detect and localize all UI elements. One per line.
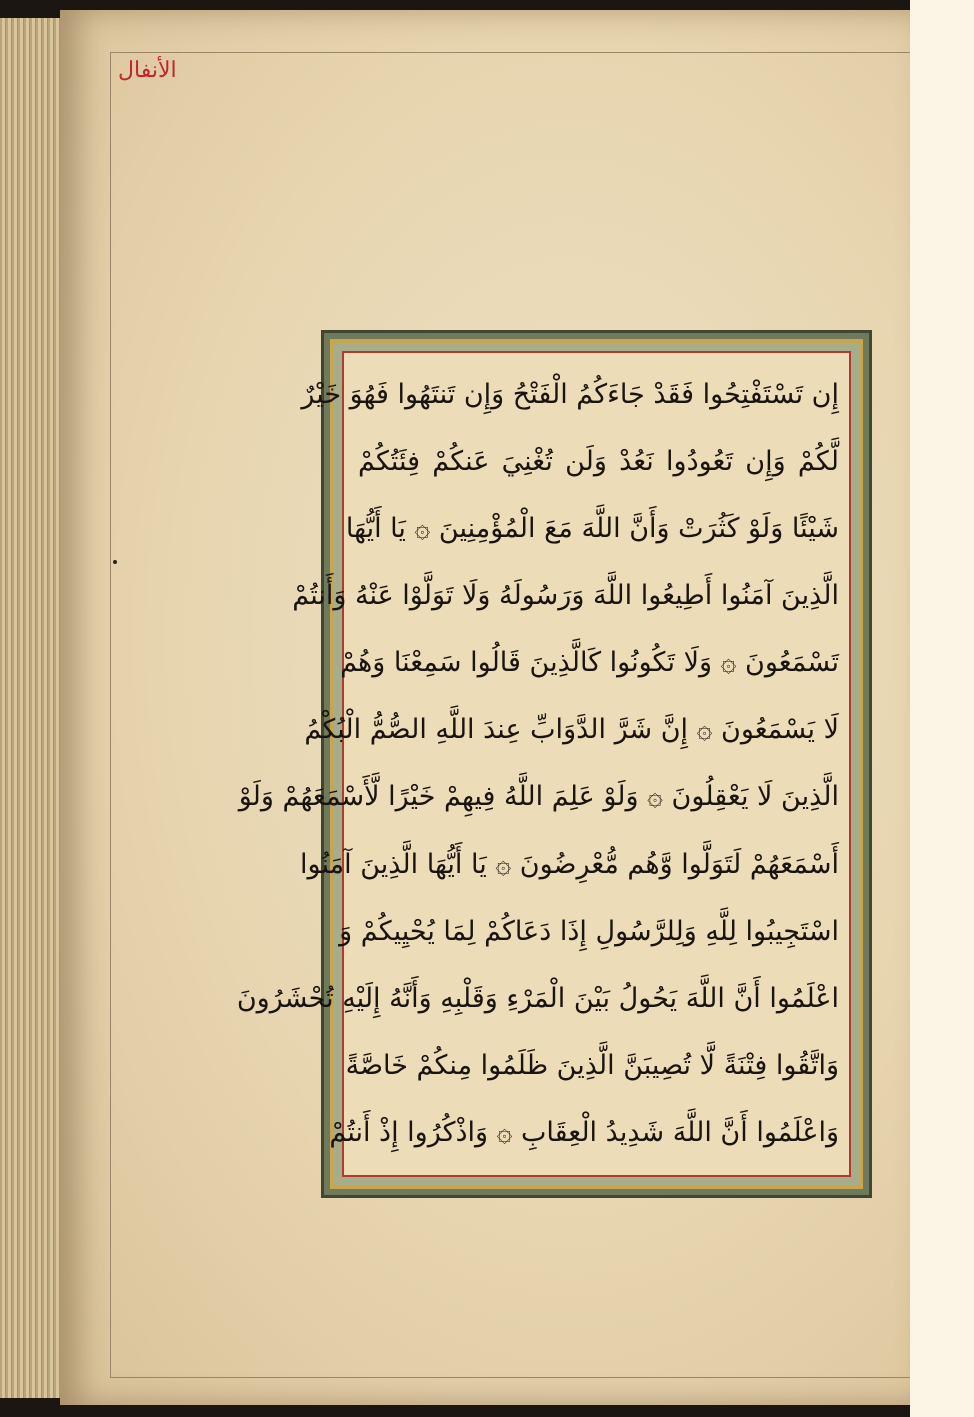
ink-dot — [113, 560, 117, 564]
text-line: لَّكُمْ وَإِن تَعُودُوا نَعُدْ وَلَن تُغْنِيَ عَنكُمْ فِئَتُكُمْ — [358, 446, 839, 478]
text-line: تَسْمَعُونَ ۞ وَلَا تَكُونُوا كَالَّذِينَ قَالُوا سَمِعْنَا وَهُمْ — [340, 647, 839, 679]
text-line: وَاتَّقُوا فِتْنَةً لَّا تُصِيبَنَّ الَّذِينَ ظَلَمُوا مِنكُمْ خَاصَّةً — [345, 1049, 839, 1081]
text-line: وَاعْلَمُوا أَنَّ اللَّهَ شَدِيدُ الْعِقَابِ ۞ وَاذْكُرُوا إِذْ أَنتُمْ — [329, 1116, 839, 1148]
text-line: شَيْئًا وَلَوْ كَثُرَتْ وَأَنَّ اللَّهَ مَعَ الْمُؤْمِنِينَ ۞ يَا أَيُّهَا — [345, 513, 839, 545]
gold-border — [236, 339, 863, 1189]
left-margin-rule — [110, 52, 111, 1377]
text-panel — [236, 351, 851, 1177]
text-line: الَّذِينَ لَا يَعْقِلُونَ ۞ وَلَوْ عَلِمَ اللَّهُ فِيهِمْ خَيْرًا لَّأَسْمَعَهُمْ وَلَوْ — [238, 781, 839, 813]
text-line: الَّذِينَ آمَنُوا أَطِيعُوا اللَّهَ وَرَسُولَهُ وَلَا تَوَلَّوْا عَنْهُ وَأَنتُمْ — [292, 580, 839, 612]
text-line: اسْتَجِيبُوا لِلَّهِ وَلِلرَّسُولِ إِذَا دَعَاكُمْ لِمَا يُحْيِيكُمْ وَ — [339, 915, 839, 947]
text-block — [236, 365, 839, 1163]
text-frame — [236, 330, 872, 1198]
text-line: اعْلَمُوا أَنَّ اللَّهَ يَحُولُ بَيْنَ الْمَرْءِ وَقَلْبِهِ وَأَنَّهُ إِلَيْهِ تُحْشَرُونَ — [236, 982, 839, 1014]
sura-title: الأنفال — [118, 58, 177, 83]
text-line: لَا يَسْمَعُونَ ۞ إِنَّ شَرَّ الدَّوَابِّ عِندَ اللَّهِ الصُّمُّ الْبُكْمُ — [304, 714, 839, 746]
top-margin-rule — [110, 52, 910, 53]
text-line: إِن تَسْتَفْتِحُوا فَقَدْ جَاءَكُمُ الْفَتْحُ وَإِن تَنتَهُوا فَهُوَ خَيْرٌ — [301, 379, 839, 410]
text-line: أَسْمَعَهُمْ لَتَوَلَّوا وَّهُم مُّعْرِضُونَ ۞ يَا أَيُّهَا الَّذِينَ آمَنُوا — [300, 848, 839, 880]
margin-strip — [910, 0, 974, 1417]
bottom-margin-rule — [110, 1377, 910, 1378]
